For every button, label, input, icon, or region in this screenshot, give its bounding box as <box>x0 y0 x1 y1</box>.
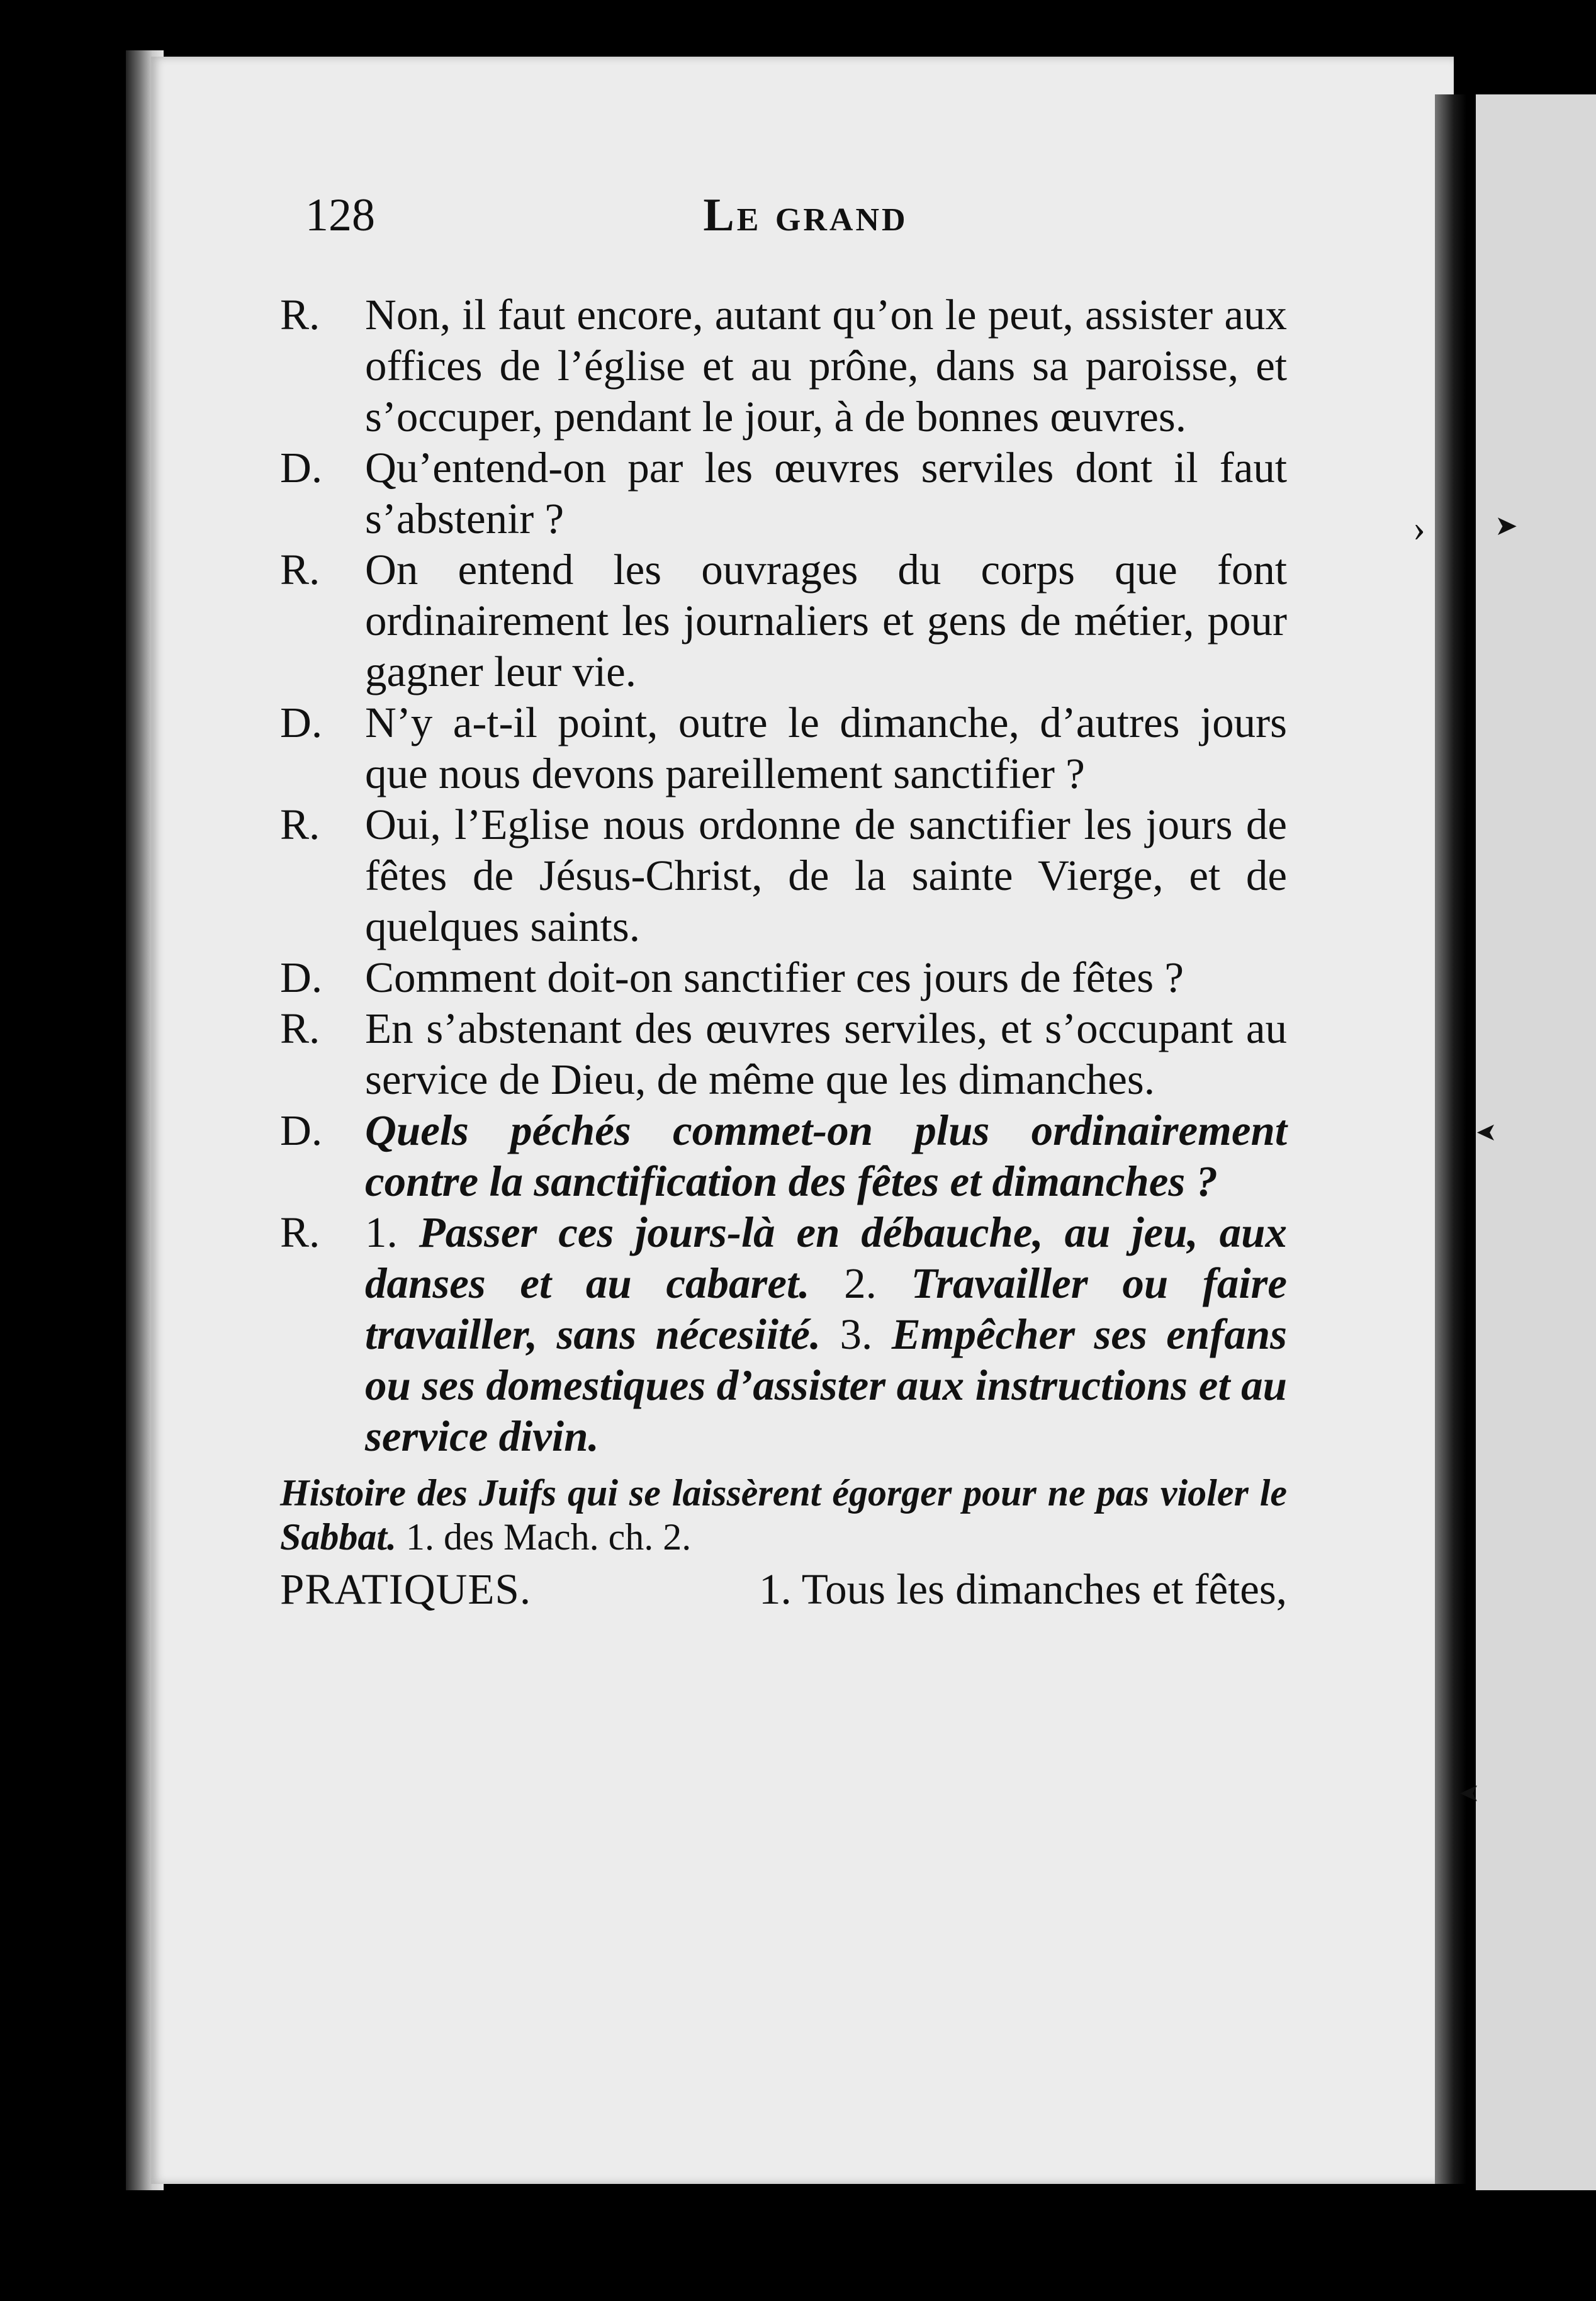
answer-block <box>280 1003 1287 1105</box>
story-reference: 1. des Mach. ch. 2. <box>406 1516 692 1558</box>
answer-block <box>280 799 1287 952</box>
entry-label: D. <box>280 954 323 1001</box>
answer-block <box>280 1207 1287 1462</box>
entry-label: R. <box>280 1004 320 1052</box>
item-text: Travailler ou faire travailler, sans nécesiité. <box>365 1259 1287 1358</box>
margin-arrow-icon: ➤ <box>1495 510 1518 541</box>
entry-text: On entend les ouvrages du corps que font ordinairement les journaliers et gens de métier, pour gagner leur vie. <box>365 546 1287 695</box>
page-number: 128 <box>305 189 375 241</box>
entry-label: R. <box>280 546 320 594</box>
question-block <box>280 442 1287 544</box>
entry-label: R. <box>280 291 320 339</box>
entry-text: N’y a-t-il point, outre le dimanche, d’autres jours que nous devons pareillement sanctifier ? <box>365 699 1287 797</box>
margin-arrow-icon: ➤ <box>1459 1779 1480 1807</box>
item-number: 1. <box>365 1208 398 1256</box>
story-note <box>280 1471 1287 1559</box>
story-text: Histoire des Juifs qui se laissèrent égorger pour ne pas violer le Sabbat. <box>280 1472 1287 1558</box>
page-gutter <box>1435 94 1466 2184</box>
question-block <box>280 1105 1287 1207</box>
entry-text: En s’abstenant des œuvres serviles, et s’occupant au service de Dieu, de même que les dimanches. <box>365 1004 1287 1103</box>
entry-label: D. <box>280 1106 323 1154</box>
item-number: 3. <box>840 1310 873 1358</box>
item-text: Empêcher ses enfans ou ses domestiques d’assister aux instructions et au service divin. <box>365 1310 1288 1460</box>
question-block <box>280 952 1287 1003</box>
margin-arrow-icon: ➤ <box>1476 1118 1497 1146</box>
pratiques-text: 1. Tous les dimanches et fêtes, <box>759 1565 1287 1613</box>
margin-mark: › <box>1413 507 1425 549</box>
entry-text: Quels péchés commet-on plus ordinairement contre la sanctification des fêtes et dimanches ? <box>365 1106 1287 1205</box>
entry-text: Qu’entend-on par les œuvres serviles dont il faut s’abstenir ? <box>365 444 1287 543</box>
pratiques-line <box>280 1564 1287 1615</box>
entry-label: R. <box>280 801 320 848</box>
item-number: 2. <box>844 1259 877 1307</box>
entry-text: Non, il faut encore, autant qu’on le peut, assister aux offices de l’église et au prône, dans sa paroisse, et s’occuper, pendant le jour, à de bonnes œuvres. <box>365 291 1287 441</box>
entry-text: Oui, l’Eglise nous ordonne de sanctifier les jours de fêtes de Jésus-Christ, de la sainte Vierge, et de quelques saints. <box>365 801 1287 950</box>
entry-label: R. <box>280 1208 320 1256</box>
entry-text: Comment doit-on sanctifier ces jours de fêtes ? <box>365 954 1184 1001</box>
page-body <box>280 290 1287 1615</box>
running-title: Le grand <box>703 189 908 241</box>
question-block <box>280 697 1287 799</box>
entry-label: D. <box>280 444 323 492</box>
pratiques-heading: PRATIQUES. <box>280 1565 532 1613</box>
enumerated-answer <box>365 1207 1287 1462</box>
page-header <box>305 189 1306 252</box>
entry-label: D. <box>280 699 323 746</box>
item-text: Passer ces jours-là en débauche, au jeu, aux danses et au cabaret. <box>365 1208 1287 1307</box>
answer-block <box>280 544 1287 697</box>
answer-block <box>280 290 1287 442</box>
